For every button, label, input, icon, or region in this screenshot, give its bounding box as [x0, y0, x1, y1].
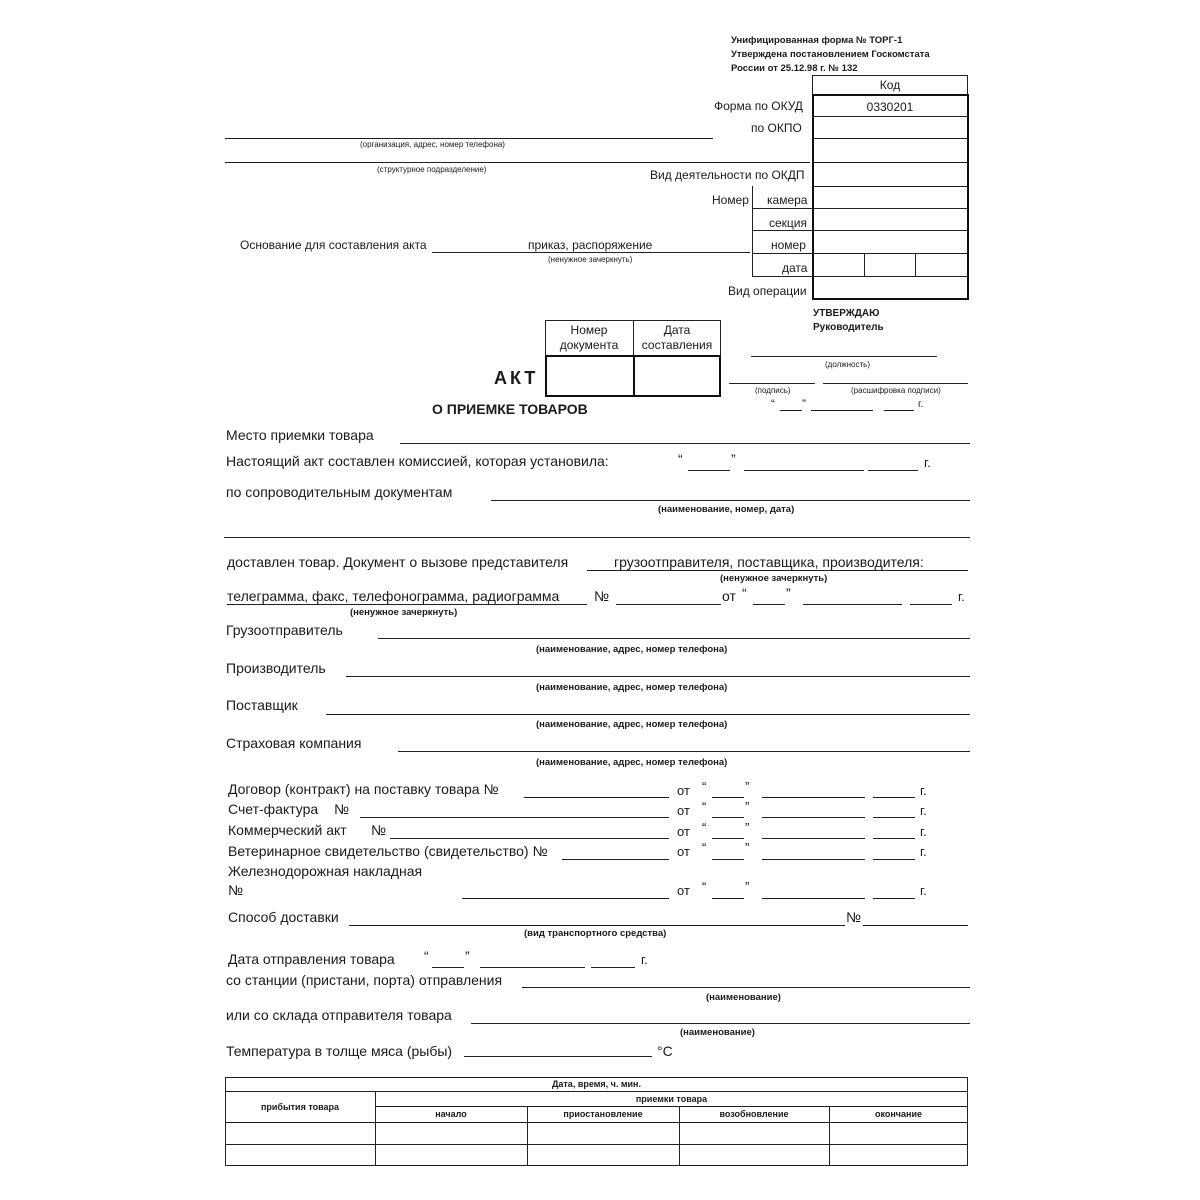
nachalo-header: начало: [435, 1109, 467, 1119]
org-caption: (организация, адрес, номер телефона): [360, 140, 505, 149]
kommerch-number-line[interactable]: [390, 838, 669, 839]
veterinar-label: Ветеринарное свидетельство (свидетельство) №: [228, 843, 548, 859]
dogovor-number-line[interactable]: [524, 797, 669, 798]
dept-line[interactable]: [225, 162, 810, 163]
soprovod-line-2[interactable]: [224, 537, 970, 538]
okpo-label: по ОКПО: [751, 121, 802, 135]
telegramma-month-line[interactable]: [803, 604, 902, 605]
sklad-line[interactable]: [471, 1023, 970, 1024]
dostavlen-label: доставлен товар. Документ о вызове представителя: [227, 554, 569, 570]
form-header: [731, 34, 930, 76]
celsius-unit: °С: [657, 1043, 673, 1059]
veterinar-day-line[interactable]: [712, 859, 744, 860]
stancii-line[interactable]: [522, 987, 970, 988]
podpis-line[interactable]: [729, 383, 815, 384]
otpr-day-line[interactable]: [432, 967, 464, 968]
mesto-line[interactable]: [400, 443, 970, 444]
telegramma-label: телеграмма, факс, телефонограмма, радиограмма: [227, 588, 560, 604]
form-header-line3: России от 25.12.98 г. № 132: [731, 63, 858, 74]
nomer-sub-label: номер: [771, 238, 806, 252]
pribytiya-header: прибытия товара: [260, 1102, 340, 1112]
okud-value[interactable]: 0330201: [866, 100, 914, 114]
otpr-year-line[interactable]: [591, 967, 635, 968]
table-header: Дата, время, ч. мин.: [551, 1079, 641, 1089]
dogovor-day-line[interactable]: [712, 797, 744, 798]
priostanovlenie-header: приостановление: [563, 1109, 643, 1119]
okud-label: Форма по ОКУД: [714, 99, 803, 113]
vozobnovlenie-header: возобновление: [719, 1109, 789, 1119]
nenuzhnoe-caption-2: (ненужное зачеркнуть): [350, 607, 458, 618]
strahovaya-label: Страховая компания: [226, 735, 362, 751]
dolzhnost-line[interactable]: [751, 356, 937, 357]
akt-subtitle: О ПРИЕМКЕ ТОВАРОВ: [432, 401, 588, 417]
form-header-line2: Утверждена постановлением Госкомстата: [731, 49, 930, 60]
utverzhdayu: УТВЕРЖДАЮ: [813, 308, 880, 319]
okonchanie-header: окончание: [874, 1109, 923, 1119]
podpis-caption: (подпись): [755, 386, 791, 395]
soprovod-label: по сопроводительным документам: [226, 484, 453, 500]
kamera-label: камера: [767, 193, 808, 207]
temperatura-label: Температура в толще мяса (рыбы): [226, 1043, 453, 1059]
doc-date-header: Дата составления: [641, 323, 713, 352]
telegramma-day-line[interactable]: [753, 604, 785, 605]
schet-day-line[interactable]: [712, 817, 744, 818]
kommerch-label: Коммерческий акт: [228, 822, 347, 838]
data-otpr-label: Дата отправления товара: [228, 951, 395, 967]
soprovod-line[interactable]: [491, 500, 970, 501]
strahovaya-line[interactable]: [398, 751, 970, 752]
basis-value: приказ, распоряжение: [528, 238, 653, 252]
zhd-month-line[interactable]: [762, 898, 865, 899]
approve-month-line[interactable]: [811, 410, 873, 411]
zhd-year-line[interactable]: [873, 898, 915, 899]
doc-number-header: Номер документа: [559, 323, 619, 352]
org-line[interactable]: [225, 138, 713, 139]
dolzhnost-caption: (должность): [825, 360, 870, 369]
dogovor-month-line[interactable]: [762, 797, 865, 798]
priemki-header: приемки товара: [635, 1094, 708, 1104]
rasshifrovka-line[interactable]: [823, 383, 968, 384]
sposob-label: Способ доставки: [228, 909, 339, 925]
akt-title: АКТ: [494, 368, 539, 388]
telegramma-number-line[interactable]: [616, 604, 721, 605]
postavshik-line[interactable]: [326, 714, 970, 715]
schet-month-line[interactable]: [762, 817, 865, 818]
schet-year-line[interactable]: [873, 817, 915, 818]
gruzootpr-list: грузоотправителя, поставщика, производителя:: [614, 554, 924, 570]
nomer-label: Номер: [712, 193, 749, 207]
vid-operacii-label: Вид операции: [728, 284, 807, 298]
data-label: дата: [782, 261, 808, 275]
rasshifrovka-caption: (расшифровка подписи): [851, 386, 941, 395]
komissiya-month-line[interactable]: [744, 470, 864, 471]
komissiya-label: Настоящий акт составлен комиссией, которая установила:: [226, 453, 609, 469]
otpr-month-line[interactable]: [480, 967, 585, 968]
veterinar-month-line[interactable]: [762, 859, 865, 860]
kommerch-year-line[interactable]: [873, 838, 915, 839]
zhd-label-2: №: [228, 882, 244, 898]
telegramma-year-line[interactable]: [910, 604, 952, 605]
komissiya-year-line[interactable]: [868, 470, 918, 471]
sposob-line[interactable]: [349, 925, 845, 926]
postavshik-label: Поставщик: [226, 697, 298, 713]
rukovoditel: Руководитель: [813, 322, 884, 333]
schet-number-line[interactable]: [360, 817, 669, 818]
sklad-label: или со склада отправителя товара: [226, 1007, 452, 1023]
veterinar-year-line[interactable]: [873, 859, 915, 860]
mesto-label: Место приемки товара: [226, 427, 374, 443]
okdp-label: Вид деятельности по ОКДП: [650, 168, 805, 182]
komissiya-day-line[interactable]: [688, 470, 730, 471]
nenuzhnoe-caption-1: (ненужное зачеркнуть): [720, 573, 828, 584]
transport-caption: (вид транспортного средства): [524, 928, 667, 939]
approve-day-line[interactable]: [780, 410, 802, 411]
kommerch-month-line[interactable]: [762, 838, 865, 839]
basis-label: Основание для составления акта: [240, 238, 427, 252]
kod-label: Код: [879, 78, 901, 92]
gruzootpravitel-label: Грузоотправитель: [226, 622, 343, 638]
approve-year-line[interactable]: [884, 410, 914, 411]
sekciya-label: секция: [769, 216, 807, 230]
stancii-label: со станции (пристани, порта) отправления: [226, 972, 503, 988]
form-header-line1: Унифицированная форма № ТОРГ-1: [731, 35, 903, 46]
proizvoditel-line[interactable]: [346, 676, 970, 677]
zhd-number-line[interactable]: [462, 898, 669, 899]
gruzootpravitel-line[interactable]: [378, 638, 970, 639]
veterinar-number-line[interactable]: [562, 859, 669, 860]
dogovor-label: Договор (контракт) на поставку товара №: [228, 781, 499, 797]
basis-line[interactable]: [432, 252, 750, 253]
zhd-day-line[interactable]: [712, 898, 744, 899]
proizvoditel-label: Производитель: [226, 660, 326, 676]
soprovod-caption: (наименование, номер, дата): [658, 504, 795, 515]
zhd-label-1: Железнодорожная накладная: [228, 863, 423, 879]
temperatura-line[interactable]: [464, 1056, 652, 1057]
codes-box: [812, 94, 969, 300]
dept-caption: (структурное подразделение): [377, 165, 487, 174]
basis-caption: (ненужное зачеркнуть): [548, 255, 633, 264]
sposob-number-line[interactable]: [863, 925, 968, 926]
schet-label: Счет-фактура: [228, 801, 319, 817]
gruzootpr-list-line[interactable]: [587, 570, 968, 571]
dogovor-year-line[interactable]: [873, 797, 915, 798]
kommerch-day-line[interactable]: [712, 838, 744, 839]
